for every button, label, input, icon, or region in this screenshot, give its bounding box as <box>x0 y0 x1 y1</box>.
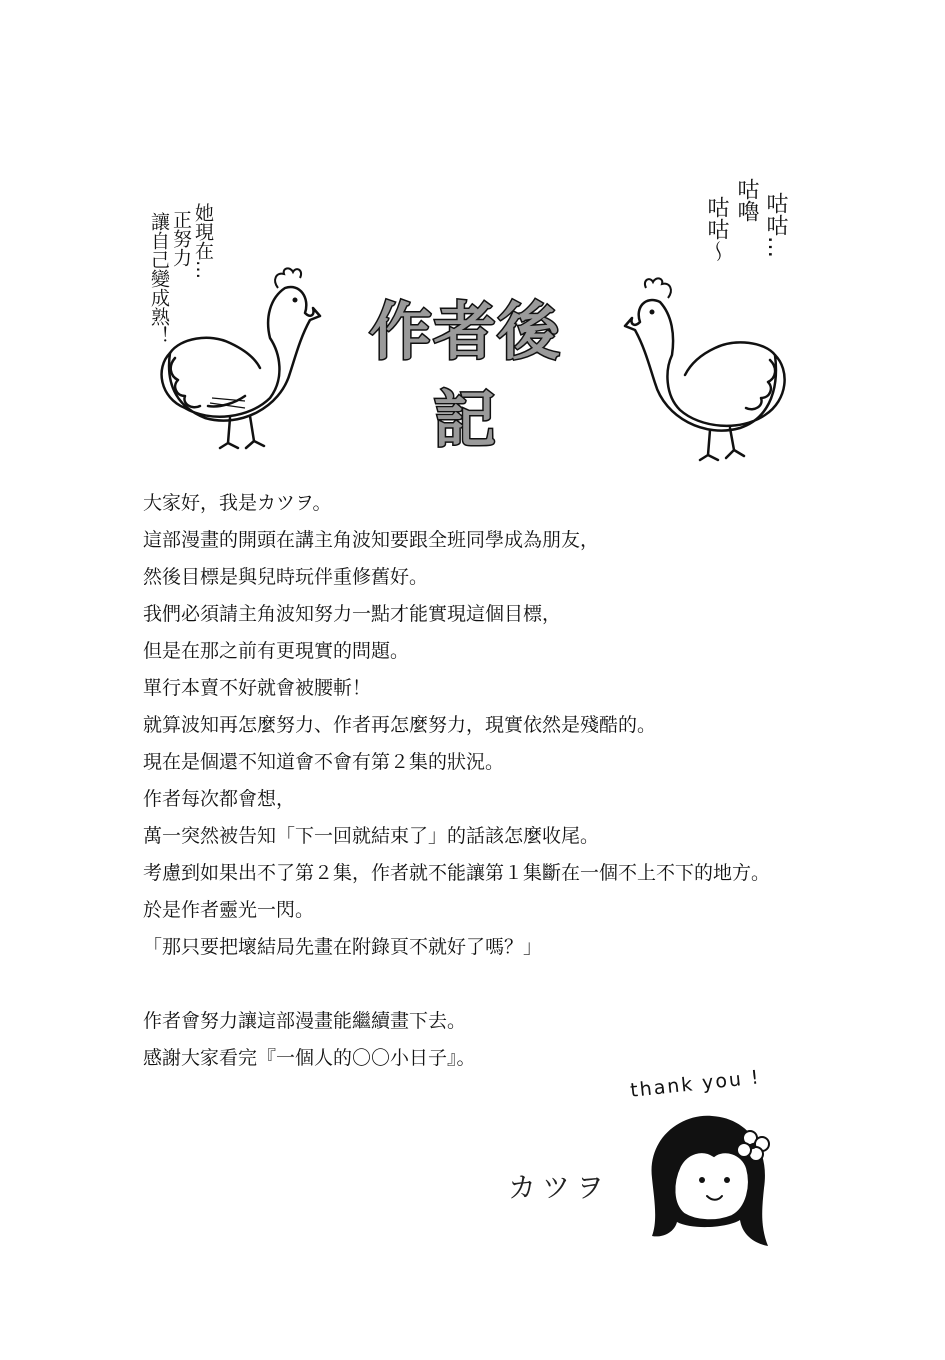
paragraph-line: 這部漫畫的開頭在講主角波知要跟全班同學成為朋友， <box>143 529 600 551</box>
chicken-left-illustration <box>150 258 325 453</box>
paragraph-line: 作者每次都會想， <box>143 788 296 810</box>
author-signature: カツヲ <box>508 1171 611 1204</box>
paragraph-line: 我們必須請主角波知努力一點才能實現這個目標， <box>143 603 562 625</box>
page-title: 作者後記 <box>369 295 562 456</box>
side-note-left-line-1: 她現在… <box>192 203 214 279</box>
paragraph-line: 大家好，我是カツヲ。 <box>143 492 332 514</box>
paragraph-line: 然後目標是與兒時玩伴重修舊好。 <box>143 566 429 588</box>
paragraph-line: 「那只要把壞結局先畫在附錄頁不就好了嗎？」 <box>143 936 543 958</box>
side-note-left-line-2: 正努力 <box>170 210 192 267</box>
side-note-right-line-3: 咕咕～ <box>704 196 729 262</box>
paragraph-line: 現在是個還不知道會不會有第２集的狀況。 <box>143 751 505 773</box>
paragraph-line: 於是作者靈光一閃。 <box>143 899 315 921</box>
side-note-right-line-2: 咕嚕 <box>734 178 759 222</box>
paragraph-line: 但是在那之前有更現實的問題。 <box>143 640 410 662</box>
closing-line: 作者會努力讓這部漫畫能繼續畫下去。 <box>143 1010 467 1032</box>
chicken-right-illustration <box>620 270 795 465</box>
paragraph-gap <box>143 966 863 1003</box>
paragraph-line: 萬一突然被告知「下一回就結束了」的話該怎麼收尾。 <box>143 825 600 847</box>
afterword-body <box>143 485 863 1077</box>
author-avatar-illustration <box>632 1108 782 1258</box>
paragraph-line: 單行本賣不好就會被腰斬！ <box>143 677 372 699</box>
side-note-left-line-3: 讓自己變成熟！ <box>148 212 170 345</box>
thank-you-note: thank you ! <box>629 1066 762 1102</box>
paragraph-line: 就算波知再怎麼努力、作者再怎麼努力，現實依然是殘酷的。 <box>143 714 657 736</box>
closing-line: 感謝大家看完『一個人的〇〇小日子』。 <box>143 1047 476 1069</box>
paragraph-line: 考慮到如果出不了第２集，作者就不能讓第１集斷在一個不上不下的地方。 <box>143 862 771 884</box>
side-note-right-line-1: 咕咕… <box>763 192 788 258</box>
